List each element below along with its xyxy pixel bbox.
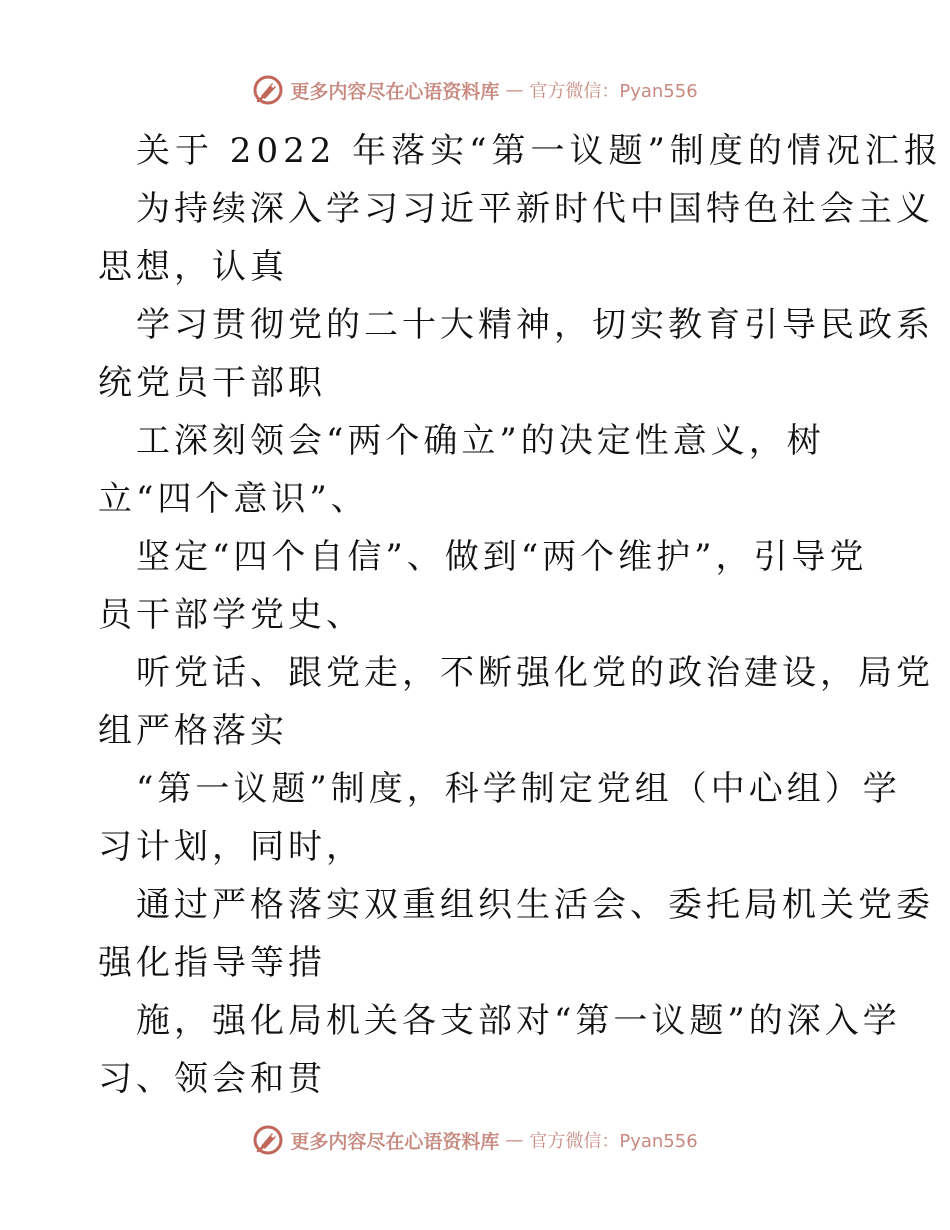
- banner-brand-text: 更多内容尽在心语资料库: [290, 1130, 500, 1153]
- paragraph-line: 员干部学党史、: [98, 595, 364, 635]
- paragraph-line: 学习贯彻党的二十大精神，切实教育引导民政系: [136, 305, 934, 345]
- paragraph-line: 立“四个意识”、: [98, 479, 369, 519]
- pen-nib-logo-icon: [252, 1124, 284, 1156]
- paragraph-line: 通过严格落实双重组织生活会、委托局机关党委: [136, 885, 934, 925]
- paragraph-line: 思想，认真: [98, 247, 288, 287]
- pen-nib-logo-icon: [252, 74, 284, 106]
- document-body: [98, 122, 943, 1108]
- paragraph-line: 为持续深入学习习近平新时代中国特色社会主义: [136, 189, 934, 229]
- footer-watermark-banner: [0, 1120, 950, 1160]
- paragraph-line: 强化指导等措: [98, 943, 326, 983]
- paragraph-line: 听党话、跟党走，不断强化党的政治建设，局党: [136, 653, 934, 693]
- paragraph-line: 工深刻领会“两个确立”的决定性意义，树: [136, 421, 825, 461]
- paragraph-line: 坚定“四个自信”、做到“两个维护”，引导党: [136, 537, 868, 577]
- banner-contact-text: 官方微信：Pyan556: [529, 81, 698, 102]
- banner-contact-text: 官方微信：Pyan556: [529, 1131, 698, 1152]
- paragraph-line: 组严格落实: [98, 711, 288, 751]
- paragraph-line: 施，强化局机关各支部对“第一议题”的深入学: [136, 1001, 901, 1041]
- paragraph-line: “第一议题”制度，科学制定党组（中心组）学: [136, 769, 901, 809]
- document-title: 关于 2022 年落实“第一议题”制度的情况汇报: [136, 131, 943, 171]
- banner-brand-text: 更多内容尽在心语资料库: [290, 80, 500, 103]
- paragraph-line: 习、领会和贯: [98, 1059, 326, 1099]
- banner-separator: —: [505, 79, 524, 101]
- header-watermark-banner: [0, 70, 950, 110]
- paragraph-line: 习计划，同时，: [98, 827, 364, 867]
- paragraph-line: 统党员干部职: [98, 363, 326, 403]
- banner-separator: —: [505, 1129, 524, 1151]
